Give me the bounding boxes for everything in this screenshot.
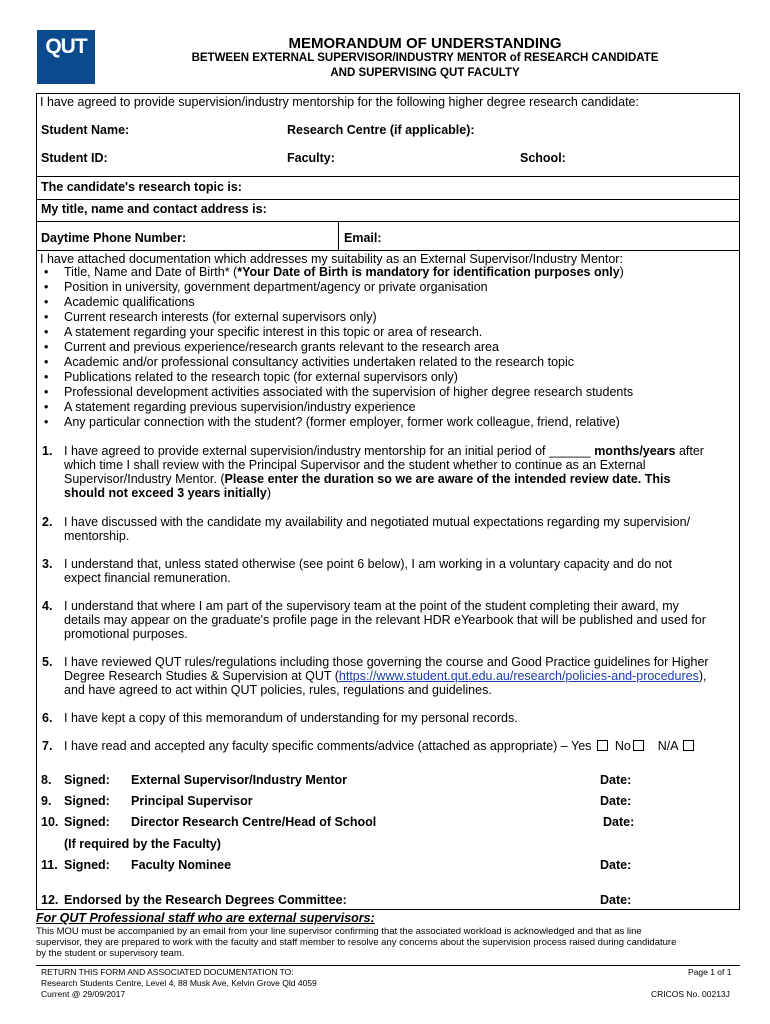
list-item: • A statement regarding your specific interest in this topic or area of research. [44, 325, 633, 340]
date-field[interactable]: Date: [600, 773, 632, 787]
list-item: • Any particular connection with the student? (former employer, former work colleague, friend, relative) [44, 415, 633, 430]
list-item: • Publications related to the research topic (for external supervisors only) [44, 370, 633, 385]
footer-divider [36, 965, 740, 966]
list-item: • Academic and/or professional consultancy activities undertaken related to the research topic [44, 355, 633, 370]
point-number: 3. [42, 557, 53, 571]
list-item: • Current and previous experience/research grants relevant to the research area [44, 340, 633, 355]
signed-label[interactable]: Signed: [64, 858, 110, 872]
current-date: Current @ 29/09/2017 [41, 989, 126, 999]
attached-intro: I have attached documentation which addresses my suitability as an External Supervisor/Industry Mentor: [40, 252, 623, 266]
no-checkbox[interactable] [633, 740, 644, 751]
page-subtitle-1: BETWEEN EXTERNAL SUPERVISOR/INDUSTRY MENTOR of RESEARCH CANDIDATE [191, 52, 659, 64]
research-centre-field[interactable]: Research Centre (if applicable): [287, 123, 475, 137]
signature-role: Director Research Centre/Head of School [131, 815, 377, 829]
signed-label[interactable]: Signed: [64, 773, 110, 787]
professional-staff-heading: For QUT Professional staff who are external supervisors: [36, 911, 375, 925]
signature-role: Principal Supervisor [131, 794, 253, 808]
point-number: 4. [42, 599, 53, 613]
list-item: • Position in university, government department/agency or private organisation [44, 280, 633, 295]
title-name-address-field[interactable]: My title, name and contact address is: [41, 202, 267, 216]
email-field[interactable]: Email: [344, 231, 382, 245]
return-address: Research Students Centre, Level 4, 88 Musk Ave, Kelvin Grove Qld 4059 [41, 978, 317, 988]
signature-number: 8. [41, 773, 52, 787]
student-id-field[interactable]: Student ID: [41, 151, 108, 165]
page-number: Page 1 of 1 [688, 967, 732, 977]
page-title: MEMORANDUM OF UNDERSTANDING [288, 35, 562, 52]
point-7: I have read and accepted any faculty specific comments/advice (attached as appropriate) – Yes No N/A [64, 739, 736, 753]
point-4: I understand that where I am part of the supervisory team at the point of the student completing their award, my details may appear on the graduate's profile page in the relevant HDR eYearbook that will be published and used for promotional purposes. [64, 599, 706, 641]
signature-role: Faculty Nominee [131, 858, 232, 872]
attached-list [44, 265, 633, 430]
signature-number: 10. [41, 815, 59, 829]
point-number: 6. [42, 711, 53, 725]
faculty-field[interactable]: Faculty: [287, 151, 335, 165]
faculty-note: (If required by the Faculty) [64, 837, 221, 851]
return-instructions: RETURN THIS FORM AND ASSOCIATED DOCUMENTATION TO: [41, 967, 294, 977]
point-2: I have discussed with the candidate my availability and negotiated mutual expectations regarding my supervision/ mentorship. [64, 515, 691, 543]
date-field[interactable]: Date: [600, 893, 632, 907]
policies-link[interactable]: https://www.student.qut.edu.au/research/policies-and-procedures [338, 669, 699, 683]
endorsement-label: Endorsed by the Research Degrees Committee: [64, 893, 347, 907]
yes-checkbox[interactable] [597, 740, 608, 751]
phone-field[interactable]: Daytime Phone Number: [41, 231, 187, 245]
date-field[interactable]: Date: [603, 815, 635, 829]
divider [36, 250, 740, 251]
signature-number: 9. [41, 794, 52, 808]
signature-number: 11. [41, 858, 58, 872]
professional-staff-note: This MOU must be accompanied by an email from your line supervisor confirming that the associated workload is acknowledged and that as line supervisor, they are prepared to work with the faculty and staff member to resolve any concerns about the supervision process raised during candidature by the student or supervisory team. [36, 926, 677, 959]
qut-logo: QUT [37, 30, 95, 84]
student-name-field[interactable]: Student Name: [41, 123, 130, 137]
na-checkbox[interactable] [683, 740, 694, 751]
page-subtitle-2: AND SUPERVISING QUT FACULTY [330, 67, 520, 79]
point-5: I have reviewed QUT rules/regulations including those governing the course and Good Practice guidelines for Higher Degree Research Studies & Supervision at QUT (https://www.student.qut.edu.au/research/policies-and-procedures), and have agreed to act within QUT policies, rules, regulations and guidelines. [64, 655, 709, 697]
divider [36, 176, 740, 177]
date-field[interactable]: Date: [600, 858, 632, 872]
divider [338, 221, 339, 250]
list-item: • Professional development activities associated with the supervision of higher degree research students [44, 385, 633, 400]
signed-label[interactable]: Signed: [64, 794, 110, 808]
signature-role: External Supervisor/Industry Mentor [131, 773, 348, 787]
list-item: • Current research interests (for external supervisors only) [44, 310, 633, 325]
divider [36, 221, 740, 222]
cricos-number: CRICOS No. 00213J [651, 989, 730, 999]
signed-label[interactable]: Signed: [64, 815, 110, 829]
list-item: • Title, Name and Date of Birth* (*Your Date of Birth is mandatory for identification purposes only) [44, 265, 633, 280]
point-number: 7. [42, 739, 53, 753]
point-6: I have kept a copy of this memorandum of understanding for my personal records. [64, 711, 518, 725]
point-number: 2. [42, 515, 53, 529]
divider [36, 199, 740, 200]
point-number: 5. [42, 655, 53, 669]
list-item: • A statement regarding previous supervision/industry experience [44, 400, 633, 415]
point-1: I have agreed to provide external supervision/industry mentorship for an initial period of ______ months/years after which time I shall review with the Principal Supervisor and the student whether to continue as an External Supervisor/Industry Mentor. (Please enter the duration so we are aware of the intended review date. This should not exceed 3 years initially) [64, 444, 704, 500]
intro-text: I have agreed to provide supervision/industry mentorship for the following higher degree research candidate: [40, 95, 639, 109]
point-number: 1. [42, 444, 53, 458]
signature-number: 12. [41, 893, 59, 907]
school-field[interactable]: School: [520, 151, 566, 165]
list-item: • Academic qualifications [44, 295, 633, 310]
research-topic-field[interactable]: The candidate's research topic is: [41, 180, 242, 194]
date-field[interactable]: Date: [600, 794, 632, 808]
point-3: I understand that, unless stated otherwise (see point 6 below), I am working in a voluntary capacity and do not expect financial remuneration. [64, 557, 672, 585]
